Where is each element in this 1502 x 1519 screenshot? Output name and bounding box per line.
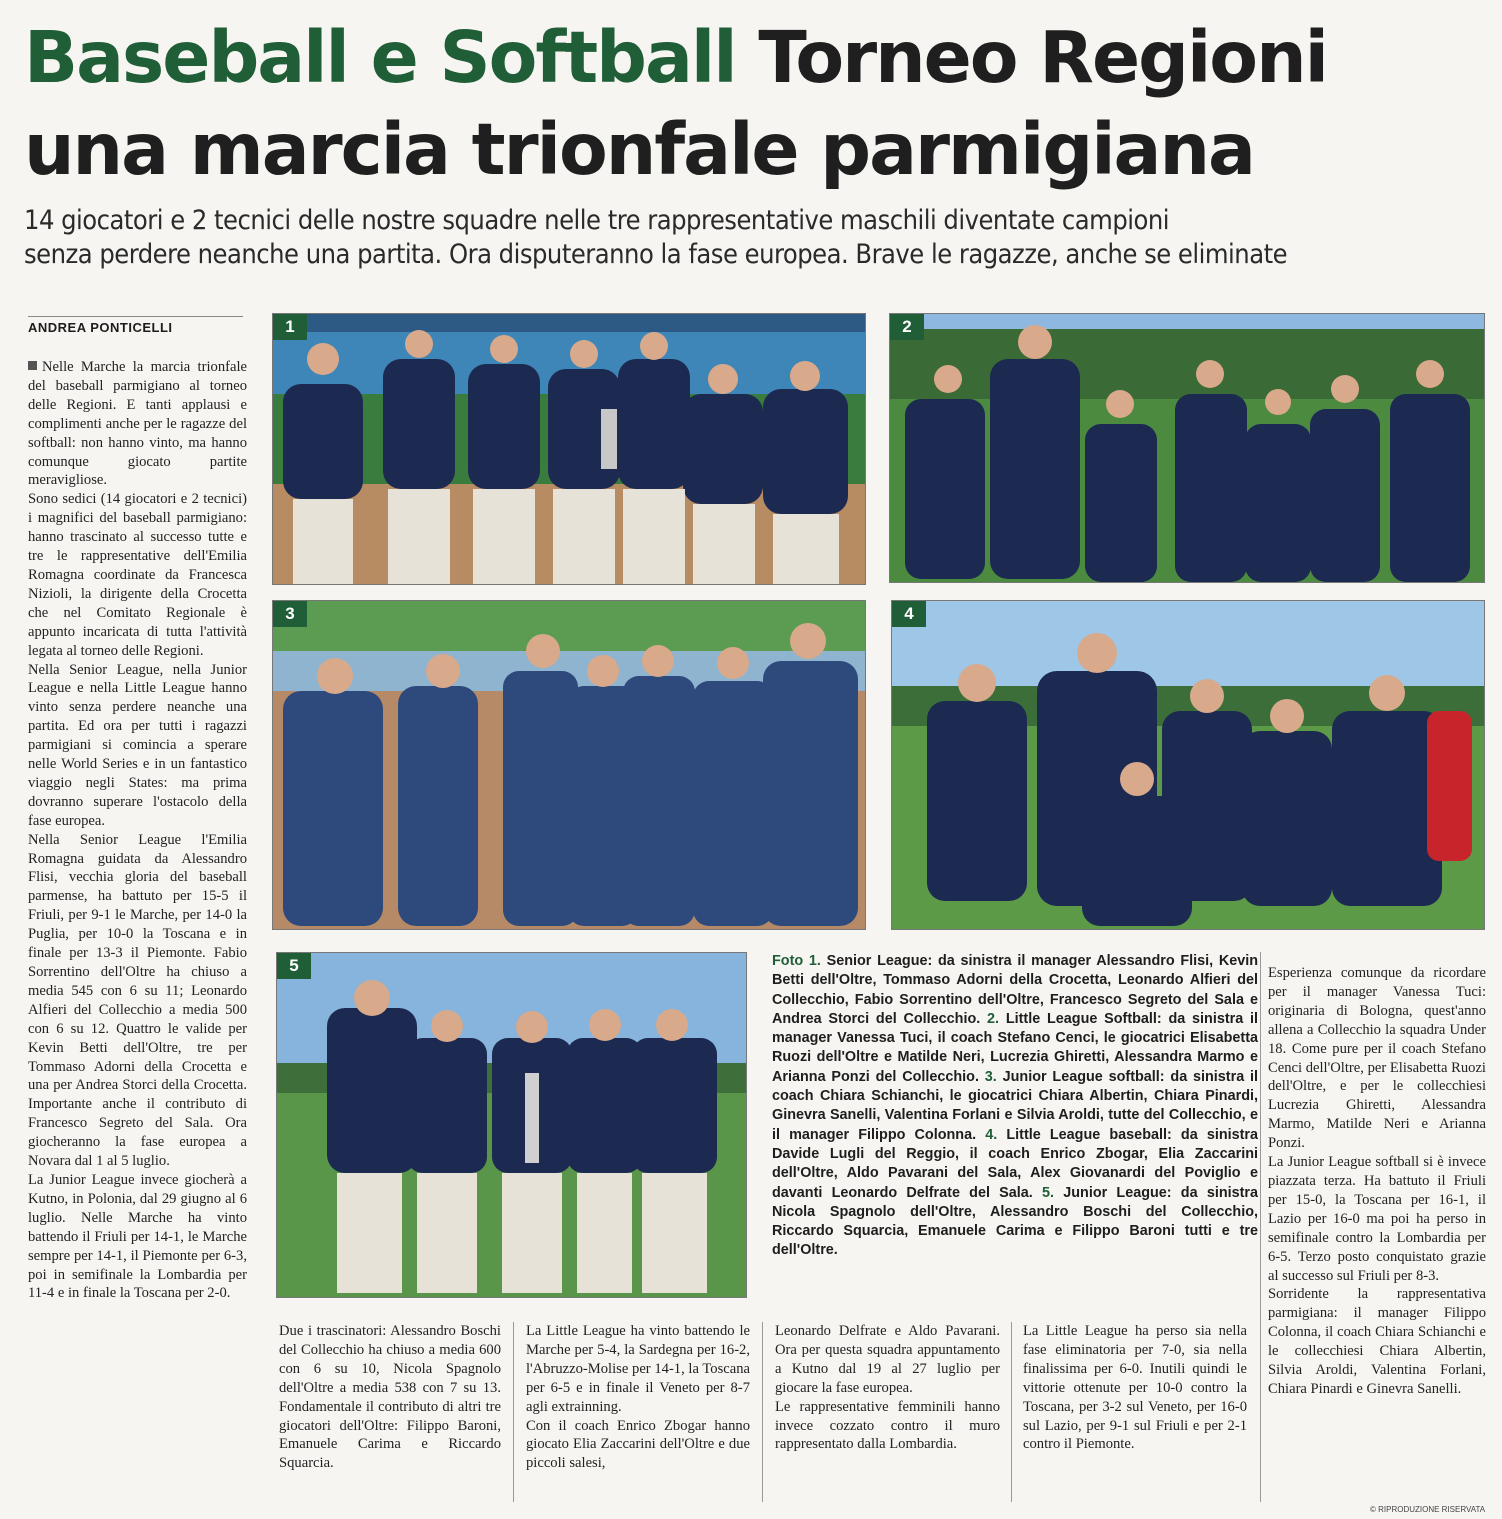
photo-3-image xyxy=(273,601,865,929)
paragraph: Sorridente la rappresentativa parmigiana: il manager Filippo Colonna, il coach Chiara Schianchi e le collecchiesi Chiara Albertin, Silvia Aroldi, Valentina Forlani, Chiara Pinardi e Ginevra Sanelli. xyxy=(1268,1286,1486,1397)
photo-4-image xyxy=(892,601,1484,929)
headline-kicker: Baseball e Softball xyxy=(24,16,736,99)
caption-text-5: Junior League: da sinistra Nicola Spagnolo dell'Oltre, Alessandro Boschi del Collecchio, Riccardo Squarcia, Emanuele Carima e Filippo Baroni tutti e tre dell'Oltre. xyxy=(772,1184,1259,1259)
paragraph: Con il coach Enrico Zbogar hanno giocato Elia Zaccarini dell'Oltre e due piccoli salesi, xyxy=(526,1417,750,1472)
photo-4-little-league-baseball xyxy=(891,600,1485,930)
caption-foto-label: Foto xyxy=(772,953,804,969)
column-divider xyxy=(513,1322,514,1502)
subhead xyxy=(24,204,1494,272)
article-column-5 xyxy=(1023,1322,1247,1454)
caption-number-4: 4. xyxy=(985,1126,998,1143)
paragraph-marker-icon xyxy=(28,361,37,370)
column-divider xyxy=(1011,1322,1012,1502)
photo-2-image xyxy=(890,314,1484,582)
article-column-1 xyxy=(28,358,247,1303)
photo-5-image xyxy=(277,953,746,1297)
caption-number-2: 2. xyxy=(987,1010,1000,1027)
photo-2-number: 2 xyxy=(890,314,924,340)
byline: ANDREA PONTICELLI xyxy=(28,316,243,335)
paragraph: Esperienza comunque da ricordare per il manager Vanessa Tuci: originaria di Bologna, quest'anno allena a Collecchio la squadra Under 18. Come pure per il coach Stefano Cenci dell'Oltre, per Elisabetta Ruozi dell'Oltre, e per le collecchiesi Lucrezia Ghiretti, Alessandra Marmo, Matilde Neri e Arianna Ponzi. xyxy=(1268,965,1486,1152)
caption-number-3: 3. xyxy=(984,1068,997,1085)
headline-title: Torneo Regioni xyxy=(758,16,1327,99)
caption-text-3: Junior League softball: da sinistra il coach Chiara Schianchi, le giocatrici Chiara Albertin, Chiara Pinardi, Ginevra Sanelli, Valentina Forlani e Silvia Aroldi, tutte del Collecchio, e il manager Filippo Colonna. xyxy=(772,1068,1259,1143)
paragraph: La Little League ha perso sia nella fase eliminatoria per 7-0, sia nella finalissima per 6-0. Inutili quindi le vittorie ottenute per 10-0 contro la Toscana, per 3-2 sul Veneto, per 16-0 sul Lazio, per 9-1 sul Friuli e per 2-1 contro il Piemonte. xyxy=(1023,1323,1247,1453)
paragraph: Nella Senior League, nella Junior League e nella Little League hanno vinto senza perdere neanche una partita. Ed ora per tutti i ragazzi parmigiani si comincia a sperare nelle World Series e in un fantastico viaggio negli States: ma prima dovranno superare l'ostacolo della fase europea. xyxy=(28,661,247,829)
paragraph: La Junior League softball si è invece piazzata terza. Ha battuto il Friuli per 15-0, la Toscana per 16-1, il Lazio per 16-0 ma poi ha perso in semifinale contro la Lombardia per 6-5. Terzo posto conquistato grazie al successo sul Friuli per 8-3. xyxy=(1268,1154,1486,1284)
caption-text-2: Little League Softball: da sinistra il manager Vanessa Tuci, il coach Stefano Cenci, le giocatrici Elisabetta Ruozi dell'Oltre e Matilde Neri, Lucrezia Ghiretti, Alessandra Marmo e Arianna Ponzi del Collecchio. xyxy=(772,1010,1258,1085)
caption-text-4: Little League baseball: da sinistra Davide Lugli del Reggio, il coach Enrico Zbogar, Elia Zaccarini dell'Oltre, Aldo Pavarani del Sala, Alex Giovanardi del Poviglio e davanti Leonardo Delfrate del Sala. xyxy=(772,1126,1259,1201)
paragraph: Leonardo Delfrate e Aldo Pavarani. Ora per questa squadra appuntamento a Kutno dal 19 al 27 luglio per giocare la fase europea. xyxy=(775,1323,1000,1396)
article-column-6 xyxy=(1268,964,1486,1399)
photo-caption xyxy=(772,952,1258,1261)
subhead-line1: 14 giocatori e 2 tecnici delle nostre squadre nelle tre rappresentative maschili diventate campioni xyxy=(24,205,1169,236)
paragraph: Nella Senior League l'Emilia Romagna guidata da Alessandro Flisi, vecchia gloria del baseball parmense, ha battuto per 15-5 il Friuli, per 9-1 le Marche, per 14-0 la Puglia, per 10-0 la Toscana e in finale per 13-3 il Piemonte. Fabio Sorrentino dell'Oltre ha chiuso a media 545 con 6 su 11; Leonardo Alfieri del Collecchio a media 500 con 6 su 12. Quattro le valide per Kevin Betti dell'Oltre, tre per Tommaso Adorni della Crocetta e una per Andrea Storci della Crocetta. Importante anche il contributo di Francesco Segreto del Sala. Ora giocheranno la fase europea a Novara dal 1 al 5 luglio. xyxy=(28,831,247,1170)
column-divider xyxy=(1260,952,1261,1502)
photo-2-little-league-softball xyxy=(889,313,1485,583)
article-column-4 xyxy=(775,1322,1000,1454)
paragraph: Sono sedici (14 giocatori e 2 tecnici) i magnifici del baseball parmigiano: hanno trascinato al successo tutte e tre le rappresentative dell'Emilia Romagna coordinate da Francesca Nizioli, la dirigente della Crocetta che nel Comitato Regionale è appunto incaricata di tutta l'attività legata al torneo delle Regioni. xyxy=(28,491,247,659)
article-column-3 xyxy=(526,1322,750,1473)
caption-number-1: 1. xyxy=(808,953,821,969)
paragraph: Nelle Marche la marcia trionfale del baseball parmigiano al torneo delle Regioni. E tanti applausi e complimenti anche per le ragazze del softball: non hanno vinto, ma hanno comunque giocato partite meravigliose. xyxy=(28,359,247,489)
photo-5-number: 5 xyxy=(277,953,311,979)
photo-1-senior-league xyxy=(272,313,866,585)
photo-1-number: 1 xyxy=(273,314,307,340)
headline-title-line2: una marcia trionfale parmigiana xyxy=(24,108,1254,191)
article-column-2 xyxy=(279,1322,501,1473)
paragraph: Due i trascinatori: Alessandro Boschi del Collecchio ha chiuso a media 600 con 6 su 10, Nicola Spagnolo dell'Oltre a media 538 con 7 su 13. Fondamentale il contributo di altri tre giocatori dell'Oltre: Filippo Baroni, Emanuele Carima e Riccardo Squarcia. xyxy=(279,1323,501,1472)
caption-text-1: Senior League: da sinistra il manager Alessandro Flisi, Kevin Betti dell'Oltre, Tommaso Adorni della Crocetta, Leonardo Alfieri del Collecchio, Fabio Sorrentino dell'Oltre, Francesco Segreto del Sala e Andrea Storci del Collecchio. xyxy=(772,953,1259,1027)
photo-4-number: 4 xyxy=(892,601,926,627)
paragraph: La Junior League invece giocherà a Kutno, in Polonia, dal 29 giugno al 6 luglio. Nelle Marche ha vinto battendo il Friuli per 14-1, le Marche sempre per 14-1, il Piemonte per 6-3, poi in semifinale la Lombardia per 11-4 e in finale la Toscana per 2-0. xyxy=(28,1171,247,1302)
subhead-line2: senza perdere neanche una partita. Ora disputeranno la fase europea. Brave le ragazze, anche se eliminate xyxy=(24,239,1288,270)
paragraph: La Little League ha vinto battendo le Marche per 5-4, la Sardegna per 16-2, l'Abruzzo-Molise per 14-1, la Toscana per 6-5 e in finale il Veneto per 8-7 agli extrainning. xyxy=(526,1323,750,1415)
paragraph: Le rappresentative femminili hanno invece cozzato contro il muro rappresentato dalla Lombardia. xyxy=(775,1398,1000,1453)
copyright-notice: © RIPRODUZIONE RISERVATA xyxy=(1370,1505,1486,1514)
photo-3-junior-league-softball xyxy=(272,600,866,930)
photo-3-number: 3 xyxy=(273,601,307,627)
caption-number-5: 5. xyxy=(1042,1184,1055,1201)
photo-5-junior-league xyxy=(276,952,747,1298)
column-divider xyxy=(762,1322,763,1502)
photo-1-image xyxy=(273,314,865,584)
headline xyxy=(24,12,1494,196)
